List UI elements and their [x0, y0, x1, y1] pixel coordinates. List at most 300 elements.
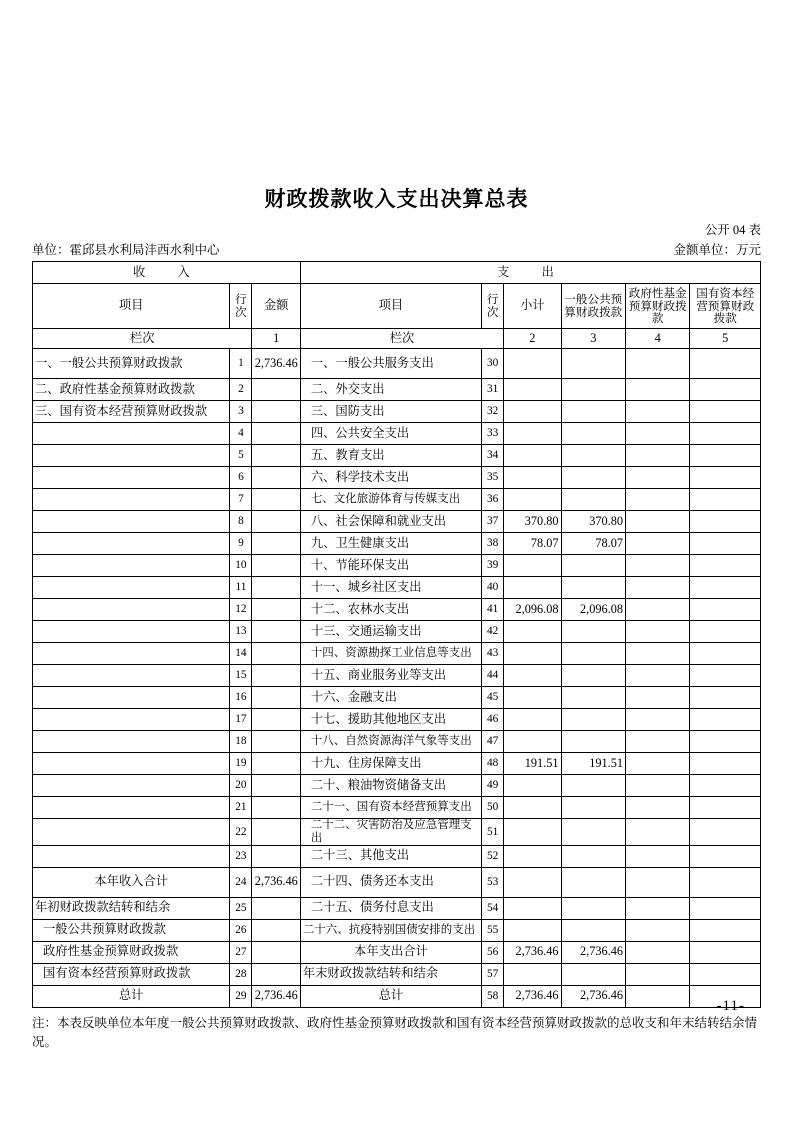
section-header-income: 收 入	[33, 262, 301, 284]
expense-state-capital	[690, 775, 761, 797]
expense-item-label: 十三、交通运输支出	[300, 621, 481, 643]
expense-state-capital	[690, 867, 761, 897]
expense-item-label: 二十二、灾害防治及应急管理支出	[300, 819, 481, 846]
expense-state-capital	[690, 687, 761, 709]
expense-general-public	[561, 963, 625, 985]
expense-row-number: 40	[482, 577, 504, 599]
table-row	[33, 643, 761, 665]
expense-subtotal	[504, 349, 561, 379]
expense-state-capital	[690, 489, 761, 511]
expense-item-label: 十六、金融支出	[300, 687, 481, 709]
expense-gov-fund	[626, 985, 690, 1007]
table-row	[33, 775, 761, 797]
income-item-label	[33, 731, 230, 753]
col-header-income-rowno: 行次	[230, 284, 252, 329]
income-row-number: 12	[230, 599, 252, 621]
income-row-number: 25	[230, 897, 252, 919]
income-amount	[252, 445, 300, 467]
income-amount: 2,736.46	[252, 349, 300, 379]
expense-general-public	[561, 731, 625, 753]
expense-item-label: 二十、粮油物资储备支出	[300, 775, 481, 797]
income-item-label	[33, 797, 230, 819]
expense-gov-fund	[626, 511, 690, 533]
income-amount: 2,736.46	[252, 985, 300, 1007]
expense-general-public: 191.51	[561, 753, 625, 775]
expense-general-public	[561, 709, 625, 731]
expense-gov-fund	[626, 533, 690, 555]
expense-gov-fund	[626, 731, 690, 753]
expense-general-public	[561, 555, 625, 577]
income-item-label: 三、国有资本经营预算财政拨款	[33, 401, 230, 423]
expense-subtotal	[504, 731, 561, 753]
expense-gov-fund	[626, 577, 690, 599]
expense-item-label: 五、教育支出	[300, 445, 481, 467]
income-row-number: 21	[230, 797, 252, 819]
expense-general-public	[561, 577, 625, 599]
income-row-number: 8	[230, 511, 252, 533]
income-row-number: 10	[230, 555, 252, 577]
expense-general-public	[561, 489, 625, 511]
expense-subtotal	[504, 621, 561, 643]
income-row-number: 16	[230, 687, 252, 709]
expense-subtotal	[504, 665, 561, 687]
expense-item-label: 三、国防支出	[300, 401, 481, 423]
income-amount	[252, 643, 300, 665]
income-item-label	[33, 709, 230, 731]
expense-item-label: 二十一、国有资本经营预算支出	[300, 797, 481, 819]
expense-row-number: 45	[482, 687, 504, 709]
income-row-number: 4	[230, 423, 252, 445]
expense-row-number: 44	[482, 665, 504, 687]
expense-subtotal	[504, 775, 561, 797]
expense-row-number: 46	[482, 709, 504, 731]
expense-state-capital	[690, 599, 761, 621]
expense-item-label: 二十三、其他支出	[300, 845, 481, 867]
table-row	[33, 621, 761, 643]
expense-state-capital	[690, 753, 761, 775]
income-item-label: 年初财政拨款结转和结余	[33, 897, 230, 919]
income-item-label: 政府性基金预算财政拨款	[33, 941, 230, 963]
lanci-5: 5	[690, 329, 761, 349]
expense-item-label: 二十四、债务还本支出	[300, 867, 481, 897]
expense-state-capital	[690, 665, 761, 687]
expense-item-label: 总计	[300, 985, 481, 1007]
expense-item-label: 年末财政拨款结转和结余	[300, 963, 481, 985]
expense-state-capital	[690, 445, 761, 467]
expense-item-label: 二、外交支出	[300, 379, 481, 401]
lanci-3: 3	[561, 329, 625, 349]
income-row-number: 26	[230, 919, 252, 941]
expense-general-public	[561, 665, 625, 687]
expense-general-public: 2,096.08	[561, 599, 625, 621]
expense-row-number: 50	[482, 797, 504, 819]
table-row	[33, 867, 761, 897]
expense-state-capital	[690, 533, 761, 555]
expense-row-number: 52	[482, 845, 504, 867]
col-header-expense-rowno: 行次	[482, 284, 504, 329]
expense-state-capital	[690, 919, 761, 941]
expense-general-public	[561, 919, 625, 941]
income-amount	[252, 753, 300, 775]
table-row	[33, 709, 761, 731]
income-row-number: 22	[230, 819, 252, 846]
expense-gov-fund	[626, 897, 690, 919]
meta-row	[32, 240, 761, 258]
expense-gov-fund	[626, 643, 690, 665]
income-amount	[252, 555, 300, 577]
col-header-gov-fund: 政府性基金预算财政拨款	[626, 284, 690, 329]
expense-row-number: 49	[482, 775, 504, 797]
income-row-number: 11	[230, 577, 252, 599]
expense-gov-fund	[626, 599, 690, 621]
income-item-label	[33, 577, 230, 599]
expense-subtotal	[504, 845, 561, 867]
expense-subtotal: 2,096.08	[504, 599, 561, 621]
table-row	[33, 577, 761, 599]
expense-general-public	[561, 687, 625, 709]
expense-state-capital	[690, 797, 761, 819]
table-row	[33, 511, 761, 533]
table-row	[33, 985, 761, 1007]
income-item-label	[33, 511, 230, 533]
income-row-number: 5	[230, 445, 252, 467]
expense-item-label: 十五、商业服务业等支出	[300, 665, 481, 687]
income-amount	[252, 599, 300, 621]
expense-item-label: 十一、城乡社区支出	[300, 577, 481, 599]
expense-state-capital	[690, 349, 761, 379]
col-header-state-capital: 国有资本经营预算财政拨款	[690, 284, 761, 329]
income-row-number: 3	[230, 401, 252, 423]
income-item-label	[33, 467, 230, 489]
expense-gov-fund	[626, 665, 690, 687]
income-row-number: 19	[230, 753, 252, 775]
income-item-label: 一般公共预算财政拨款	[33, 919, 230, 941]
income-amount	[252, 709, 300, 731]
expense-row-number: 36	[482, 489, 504, 511]
income-item-label	[33, 819, 230, 846]
income-row-number: 14	[230, 643, 252, 665]
expense-state-capital	[690, 819, 761, 846]
income-row-number: 27	[230, 941, 252, 963]
expense-state-capital	[690, 709, 761, 731]
expense-general-public	[561, 445, 625, 467]
col-header-subtotal: 小计	[504, 284, 561, 329]
expense-state-capital	[690, 643, 761, 665]
expense-item-label: 十八、自然资源海洋气象等支出	[300, 731, 481, 753]
income-row-number: 28	[230, 963, 252, 985]
income-item-label: 国有资本经营预算财政拨款	[33, 963, 230, 985]
expense-gov-fund	[626, 401, 690, 423]
expense-item-label: 八、社会保障和就业支出	[300, 511, 481, 533]
expense-subtotal	[504, 423, 561, 445]
expense-row-number: 55	[482, 919, 504, 941]
table-row	[33, 599, 761, 621]
expense-item-label: 一、一般公共服务支出	[300, 349, 481, 379]
expense-state-capital	[690, 401, 761, 423]
expense-subtotal: 2,736.46	[504, 941, 561, 963]
income-item-label: 二、政府性基金预算财政拨款	[33, 379, 230, 401]
table-row	[33, 797, 761, 819]
table-row	[33, 467, 761, 489]
expense-gov-fund	[626, 445, 690, 467]
income-row-number: 6	[230, 467, 252, 489]
expense-row-number: 47	[482, 731, 504, 753]
expense-row-number: 42	[482, 621, 504, 643]
lanci-2: 2	[504, 329, 561, 349]
expense-item-label: 十、节能环保支出	[300, 555, 481, 577]
income-row-number: 13	[230, 621, 252, 643]
table-row	[33, 489, 761, 511]
expense-state-capital	[690, 379, 761, 401]
expense-subtotal	[504, 401, 561, 423]
expense-row-number: 38	[482, 533, 504, 555]
amount-unit-label: 金额单位：万元	[673, 243, 761, 257]
expense-gov-fund	[626, 467, 690, 489]
expense-general-public	[561, 379, 625, 401]
expense-row-number: 58	[482, 985, 504, 1007]
income-item-label	[33, 643, 230, 665]
table-row	[33, 379, 761, 401]
expense-row-number: 30	[482, 349, 504, 379]
expense-general-public: 78.07	[561, 533, 625, 555]
income-amount	[252, 919, 300, 941]
income-row-number: 23	[230, 845, 252, 867]
expense-subtotal	[504, 897, 561, 919]
income-item-label	[33, 423, 230, 445]
expense-item-label: 十七、援助其他地区支出	[300, 709, 481, 731]
income-row-number: 15	[230, 665, 252, 687]
expense-item-label: 四、公共安全支出	[300, 423, 481, 445]
table-row	[33, 819, 761, 846]
income-amount	[252, 687, 300, 709]
table-row	[33, 401, 761, 423]
expense-state-capital	[690, 577, 761, 599]
income-amount	[252, 845, 300, 867]
income-row-number: 24	[230, 867, 252, 897]
expense-gov-fund	[626, 941, 690, 963]
expense-general-public	[561, 349, 625, 379]
income-amount	[252, 467, 300, 489]
expense-item-label: 本年支出合计	[300, 941, 481, 963]
expense-state-capital	[690, 423, 761, 445]
expense-subtotal	[504, 819, 561, 846]
expense-state-capital	[690, 621, 761, 643]
expense-gov-fund	[626, 423, 690, 445]
expense-gov-fund	[626, 555, 690, 577]
income-row-number: 29	[230, 985, 252, 1007]
section-header-expense: 支 出	[300, 262, 760, 284]
income-item-label	[33, 753, 230, 775]
expense-gov-fund	[626, 687, 690, 709]
form-number: 公开 04 表	[704, 223, 761, 237]
income-amount	[252, 665, 300, 687]
expense-row-number: 56	[482, 941, 504, 963]
lanci-label-expense: 栏次	[300, 329, 503, 349]
expense-gov-fund	[626, 867, 690, 897]
page-number: -11-	[716, 998, 745, 1014]
fiscal-appropriation-table	[32, 261, 761, 1008]
income-item-label	[33, 845, 230, 867]
expense-state-capital	[690, 845, 761, 867]
income-amount	[252, 379, 300, 401]
expense-gov-fund	[626, 753, 690, 775]
expense-row-number: 51	[482, 819, 504, 846]
expense-general-public	[561, 621, 625, 643]
expense-subtotal	[504, 489, 561, 511]
income-item-label	[33, 775, 230, 797]
income-item-label	[33, 687, 230, 709]
expense-subtotal: 2,736.46	[504, 985, 561, 1007]
expense-subtotal	[504, 577, 561, 599]
income-amount	[252, 775, 300, 797]
col-header-income-amount: 金额	[252, 284, 300, 329]
table-row	[33, 555, 761, 577]
table-row	[33, 941, 761, 963]
expense-row-number: 53	[482, 867, 504, 897]
income-amount	[252, 511, 300, 533]
expense-item-label: 二十六、抗疫特别国债安排的支出	[300, 919, 481, 941]
expense-general-public	[561, 643, 625, 665]
table-row	[33, 533, 761, 555]
expense-general-public	[561, 401, 625, 423]
table-row	[33, 731, 761, 753]
income-item-label	[33, 665, 230, 687]
expense-subtotal: 78.07	[504, 533, 561, 555]
form-number-row	[32, 220, 761, 238]
expense-gov-fund	[626, 709, 690, 731]
income-amount	[252, 797, 300, 819]
income-item-label	[33, 555, 230, 577]
expense-subtotal	[504, 919, 561, 941]
expense-row-number: 32	[482, 401, 504, 423]
income-item-label: 总计	[33, 985, 230, 1007]
income-row-number: 7	[230, 489, 252, 511]
table-body	[33, 349, 761, 1008]
expense-general-public: 370.80	[561, 511, 625, 533]
expense-state-capital	[690, 731, 761, 753]
table-row	[33, 349, 761, 379]
expense-general-public: 2,736.46	[561, 941, 625, 963]
income-row-number: 18	[230, 731, 252, 753]
income-amount	[252, 941, 300, 963]
expense-general-public	[561, 423, 625, 445]
income-amount	[252, 577, 300, 599]
income-item-label	[33, 533, 230, 555]
income-row-number: 17	[230, 709, 252, 731]
expense-row-number: 43	[482, 643, 504, 665]
expense-general-public	[561, 897, 625, 919]
expense-gov-fund	[626, 819, 690, 846]
income-item-label	[33, 489, 230, 511]
expense-gov-fund	[626, 775, 690, 797]
table-note: 注：本表反映单位本年度一般公共预算财政拨款、政府性基金预算财政拨款和国有资本经营预算财政拨款的总收支和年末结转结余情况。	[32, 1015, 758, 1049]
income-row-number: 20	[230, 775, 252, 797]
expense-subtotal	[504, 709, 561, 731]
table-row	[33, 687, 761, 709]
expense-general-public	[561, 819, 625, 846]
expense-general-public	[561, 867, 625, 897]
expense-item-label: 十九、住房保障支出	[300, 753, 481, 775]
table-row	[33, 445, 761, 467]
expense-row-number: 37	[482, 511, 504, 533]
income-item-label	[33, 621, 230, 643]
expense-general-public	[561, 467, 625, 489]
lanci-1: 1	[252, 329, 300, 349]
expense-row-number: 41	[482, 599, 504, 621]
income-item-label	[33, 599, 230, 621]
income-amount	[252, 963, 300, 985]
expense-subtotal	[504, 379, 561, 401]
expense-subtotal	[504, 445, 561, 467]
expense-item-label: 九、卫生健康支出	[300, 533, 481, 555]
income-amount	[252, 897, 300, 919]
expense-general-public	[561, 775, 625, 797]
expense-item-label: 七、文化旅游体育与传媒支出	[300, 489, 481, 511]
income-amount	[252, 731, 300, 753]
col-header-general-public: 一般公共预算财政拨款	[561, 284, 625, 329]
income-row-number: 9	[230, 533, 252, 555]
col-header-expense-item: 项目	[300, 284, 481, 329]
expense-state-capital	[690, 467, 761, 489]
lanci-4: 4	[626, 329, 690, 349]
expense-gov-fund	[626, 919, 690, 941]
lanci-label-income: 栏次	[33, 329, 252, 349]
expense-subtotal	[504, 687, 561, 709]
expense-state-capital	[690, 897, 761, 919]
expense-row-number: 48	[482, 753, 504, 775]
income-amount	[252, 819, 300, 846]
table-row	[33, 963, 761, 985]
expense-subtotal: 370.80	[504, 511, 561, 533]
expense-gov-fund	[626, 621, 690, 643]
table-row	[33, 919, 761, 941]
expense-subtotal	[504, 467, 561, 489]
table-row	[33, 845, 761, 867]
expense-subtotal	[504, 797, 561, 819]
income-amount	[252, 621, 300, 643]
expense-state-capital	[690, 941, 761, 963]
expense-state-capital	[690, 511, 761, 533]
expense-row-number: 54	[482, 897, 504, 919]
expense-subtotal	[504, 555, 561, 577]
expense-item-label: 十二、农林水支出	[300, 599, 481, 621]
income-item-label	[33, 445, 230, 467]
expense-row-number: 35	[482, 467, 504, 489]
income-item-label: 本年收入合计	[33, 867, 230, 897]
expense-subtotal: 191.51	[504, 753, 561, 775]
expense-general-public	[561, 845, 625, 867]
expense-gov-fund	[626, 489, 690, 511]
page-title: 财政拨款收入支出决算总表	[264, 187, 529, 211]
expense-gov-fund	[626, 379, 690, 401]
table-row	[33, 423, 761, 445]
income-amount	[252, 533, 300, 555]
expense-state-capital	[690, 555, 761, 577]
income-amount	[252, 401, 300, 423]
expense-gov-fund	[626, 797, 690, 819]
expense-row-number: 31	[482, 379, 504, 401]
expense-row-number: 33	[482, 423, 504, 445]
expense-state-capital	[690, 963, 761, 985]
expense-gov-fund	[626, 349, 690, 379]
expense-subtotal	[504, 643, 561, 665]
income-amount	[252, 423, 300, 445]
income-amount	[252, 489, 300, 511]
table-row	[33, 753, 761, 775]
expense-row-number: 39	[482, 555, 504, 577]
expense-item-label: 二十五、债务付息支出	[300, 897, 481, 919]
expense-general-public: 2,736.46	[561, 985, 625, 1007]
